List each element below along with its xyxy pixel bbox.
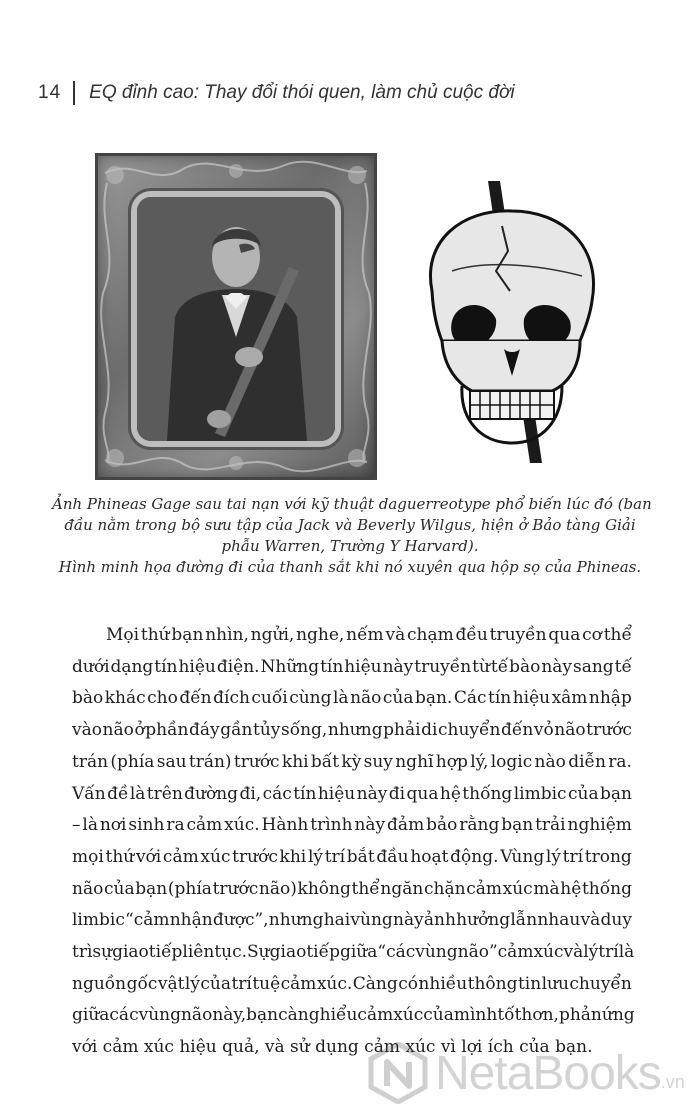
word: não (102, 720, 134, 741)
word: Những (260, 656, 320, 677)
word: và (563, 942, 584, 963)
word: ở (134, 720, 145, 741)
word: tế (614, 656, 632, 677)
word: tuệ (252, 973, 281, 994)
word: tín (320, 656, 344, 677)
word: các (262, 783, 292, 804)
word: nghĩ (395, 751, 434, 772)
word: giữa (72, 1005, 110, 1026)
word: diễn (568, 751, 606, 772)
word: trong (584, 846, 632, 867)
word: các (109, 1005, 139, 1026)
word: bắt (346, 846, 375, 867)
word: tin (517, 973, 542, 994)
word: cảm (186, 815, 223, 836)
word: logic (490, 751, 533, 772)
word: suy (363, 751, 393, 772)
word: đảm (387, 815, 425, 836)
word: dưới (72, 656, 110, 677)
word: của (567, 783, 599, 804)
word: thứ (140, 625, 170, 645)
word: trí (562, 846, 584, 867)
word: sinh (128, 815, 165, 836)
text-line (72, 937, 635, 969)
word: này (356, 783, 388, 804)
word: sự (92, 942, 113, 963)
running-header (38, 78, 515, 108)
word: kỳ (341, 751, 362, 772)
word: có (398, 973, 418, 994)
word: này, (212, 1005, 247, 1026)
word: “cảm (125, 910, 170, 931)
word: chạm (407, 625, 454, 645)
word: hơn, (521, 1005, 559, 1026)
word: phần (145, 720, 189, 741)
word: đáy (189, 720, 220, 741)
word: trước (233, 751, 280, 772)
text-line (72, 1000, 635, 1032)
word: liên (182, 942, 215, 963)
book-title: EQ đỉnh cao: Thay đổi thói quen, làm chủ cuộc đời (89, 82, 515, 103)
watermark-domain: .vn (660, 1071, 685, 1092)
word: cùng (289, 688, 332, 709)
word: khi (281, 751, 309, 772)
word: mọi (72, 846, 104, 867)
word: nhập (588, 688, 632, 709)
word: bạn (501, 815, 534, 836)
word: lẫn (510, 910, 538, 931)
word: Các (453, 688, 487, 709)
text-line (72, 620, 632, 652)
word: tốt (497, 1005, 522, 1026)
word: được”, (212, 910, 269, 931)
word: nhận (169, 910, 213, 931)
word: ra. (608, 751, 632, 772)
word: xúc (200, 846, 231, 867)
word: Sự (247, 942, 270, 963)
word: cảm (162, 846, 199, 867)
word: cảm (466, 878, 502, 899)
word: nghiệm (567, 815, 632, 836)
word: bạn. (414, 688, 453, 709)
word: nguồn (72, 973, 127, 994)
word: não (180, 1005, 213, 1026)
text-line (72, 969, 632, 1001)
word: gốc (126, 973, 158, 994)
word: nhau (537, 910, 581, 931)
word: thứ (105, 846, 135, 867)
word: bảo (426, 815, 458, 836)
word: nơi (99, 815, 127, 836)
word: phải (383, 720, 421, 741)
word: thống (581, 878, 632, 899)
word: hiệu (512, 688, 551, 709)
text-line (72, 842, 632, 874)
word: qua (406, 783, 439, 804)
word: trước (212, 878, 259, 899)
word: di (421, 720, 438, 741)
word: cho (147, 688, 178, 709)
word: hoạt (410, 846, 449, 867)
word: sau (156, 751, 187, 772)
word: bạn (246, 1005, 279, 1026)
word: của (423, 1005, 454, 1026)
body-paragraph (72, 620, 635, 1064)
word: nhưng (327, 720, 383, 741)
word: trên (146, 783, 183, 804)
word: điện. (216, 656, 260, 677)
word: trải (535, 815, 566, 836)
caption-line: đầu nằm trong bộ sưu tập của Jack và Beverly Wilgus, hiện ở Bảo tàng Giải (64, 516, 636, 534)
text-line: với cảm xúc hiệu quả, và sử dụng cảm xúc vì lợi ích của bạn. (72, 1037, 593, 1058)
word: cảm (497, 942, 534, 963)
text-line (72, 652, 632, 684)
word: khác (104, 688, 146, 709)
word: não) (258, 878, 297, 899)
word: vào (72, 720, 102, 741)
word: Vấn (72, 783, 106, 804)
word: hợp (435, 751, 468, 772)
word: vật (157, 973, 185, 994)
word: hiểu (319, 1005, 358, 1026)
word: của (382, 688, 414, 709)
word: não (72, 878, 104, 899)
word: xúc (502, 878, 533, 899)
word: trình (310, 815, 353, 836)
caption-line: Ảnh Phineas Gage sau tai nạn với kỹ thuật daguerreotype phổ biến lúc đó (ban (52, 495, 652, 513)
word: chuyển (438, 720, 501, 741)
word: gần (220, 720, 253, 741)
word: hai (323, 910, 351, 931)
word: này (393, 910, 424, 931)
word: vùng (415, 942, 458, 963)
word: đi, (239, 783, 262, 804)
word: vùng (350, 910, 393, 931)
portrait-figure (137, 197, 335, 441)
skull-illustration (412, 181, 608, 463)
word: bất (310, 751, 340, 772)
word: khi (279, 846, 307, 867)
word: là (129, 783, 146, 804)
word: cảm (357, 1005, 394, 1026)
watermark-brand: NetaBooks (435, 1046, 661, 1100)
word: rằng (459, 815, 500, 836)
page-number: 14 (38, 82, 62, 103)
word: chặn (423, 878, 466, 899)
word: hiệu (344, 656, 382, 677)
word: hệ (439, 783, 461, 804)
word: phản (558, 1005, 602, 1026)
word: tín (487, 688, 512, 709)
word: đường (184, 783, 239, 804)
word: cơ (582, 625, 602, 645)
word: trán (72, 751, 109, 772)
word: này (382, 656, 414, 677)
text-line (72, 779, 632, 811)
word: hiệu (178, 656, 216, 677)
word: thông (467, 973, 518, 994)
word: xúc. (224, 815, 260, 836)
word: giao (112, 942, 149, 963)
word: đích (213, 688, 250, 709)
word: (phía (110, 751, 155, 772)
word: lý (307, 846, 323, 867)
text-line (72, 905, 632, 937)
word: limbic (72, 910, 125, 931)
word: Hành (261, 815, 309, 836)
word: tín (293, 783, 317, 804)
word: truyền (489, 625, 547, 645)
word: lý (583, 942, 599, 963)
text-line (72, 874, 632, 906)
word: duy (600, 910, 632, 931)
caption-line: phẫu Warren, Trường Y Harvard). (221, 537, 479, 555)
text-line (72, 747, 632, 779)
word: ảnh (423, 910, 456, 931)
portrait-plate (137, 197, 335, 441)
word: này (354, 815, 386, 836)
word: từ (472, 656, 490, 677)
word: cảm (280, 973, 317, 994)
word: tiếp (306, 942, 340, 963)
netabooks-watermark (367, 1038, 685, 1108)
word: nhiều (418, 973, 468, 994)
word: thể (603, 625, 632, 645)
word: mình (453, 1005, 498, 1026)
word: tiếp (148, 942, 183, 963)
word: Mọi (106, 625, 140, 645)
word: vỏ (533, 720, 554, 741)
word: trước (232, 846, 278, 867)
word: giao (269, 942, 307, 963)
word: xúc. (316, 973, 353, 994)
word: của (200, 973, 231, 994)
word: thống (462, 783, 513, 804)
word: nếm (346, 625, 384, 645)
word: với (135, 846, 162, 867)
word: bào (72, 688, 104, 709)
word: là (618, 942, 635, 963)
word: Vùng (500, 846, 545, 867)
word: mà (533, 878, 560, 899)
word: của (103, 878, 135, 899)
word: nhìn, (205, 625, 249, 645)
word: động. (450, 846, 499, 867)
word: (phía (167, 878, 212, 899)
phineas-gage-photo (95, 153, 377, 480)
word: ra (166, 815, 185, 836)
word: vùng (138, 1005, 181, 1026)
word: não (350, 688, 382, 709)
word: hưởng (456, 910, 511, 931)
word: bạn (135, 878, 168, 899)
word: và (580, 910, 601, 931)
word: thể (351, 878, 380, 899)
word: đi (388, 783, 406, 804)
figure-caption (52, 494, 652, 578)
word: Càng (352, 973, 398, 994)
word: trí (231, 973, 252, 994)
caption-line: Hình minh họa đường đi của thanh sắt khi nó xuyên qua hộp sọ của Phineas. (58, 558, 642, 576)
word: truyền (414, 656, 472, 677)
word: tủy (253, 720, 281, 741)
word: bào (509, 656, 541, 677)
word: ngăn (380, 878, 424, 899)
word: đề (107, 783, 129, 804)
word: trí (598, 942, 619, 963)
word: và (385, 625, 406, 645)
word: limbic (513, 783, 567, 804)
word: ứng (601, 1005, 635, 1026)
word: là (333, 688, 349, 709)
word: xúc (533, 942, 564, 963)
word: đến (179, 688, 212, 709)
word: bạn (171, 625, 204, 645)
word: trí (324, 846, 346, 867)
word: đầu (376, 846, 409, 867)
word: não (554, 720, 586, 741)
word: này (541, 656, 573, 677)
text-line (72, 715, 632, 747)
word: não” (457, 942, 498, 963)
word: trán) (188, 751, 232, 772)
word: “các (377, 942, 416, 963)
text-line (72, 683, 632, 715)
word: tế (490, 656, 509, 677)
word: nghe, (296, 625, 345, 645)
word: hiệu (317, 783, 356, 804)
word: lý (184, 973, 200, 994)
word: tục. (214, 942, 248, 963)
word: qua (548, 625, 581, 645)
text-line (72, 810, 632, 842)
word: không (297, 878, 351, 899)
word: hệ (560, 878, 582, 899)
header-divider (73, 81, 75, 105)
word: giữa (339, 942, 378, 963)
word: ngửi, (250, 625, 295, 645)
word: – (72, 815, 81, 836)
word: đến (501, 720, 534, 741)
word: sống, (280, 720, 328, 741)
word: sang (572, 656, 614, 677)
word: là (82, 815, 98, 836)
skull-drawing (412, 181, 608, 463)
word: trì (72, 942, 93, 963)
word: xúc (393, 1005, 424, 1026)
word: lý, (470, 751, 489, 772)
word: nào (534, 751, 566, 772)
word: tín (154, 656, 178, 677)
word: dạng (110, 656, 154, 677)
word: trước (586, 720, 632, 741)
word: đều (455, 625, 488, 645)
word: bạn (599, 783, 632, 804)
word: cuối (251, 688, 288, 709)
word: lưu (541, 973, 569, 994)
word: nhưng (268, 910, 324, 931)
word: chuyển (569, 973, 632, 994)
word: xâm (551, 688, 588, 709)
netabooks-logo-icon (367, 1042, 429, 1104)
word: lý (545, 846, 561, 867)
word: càng (278, 1005, 320, 1026)
